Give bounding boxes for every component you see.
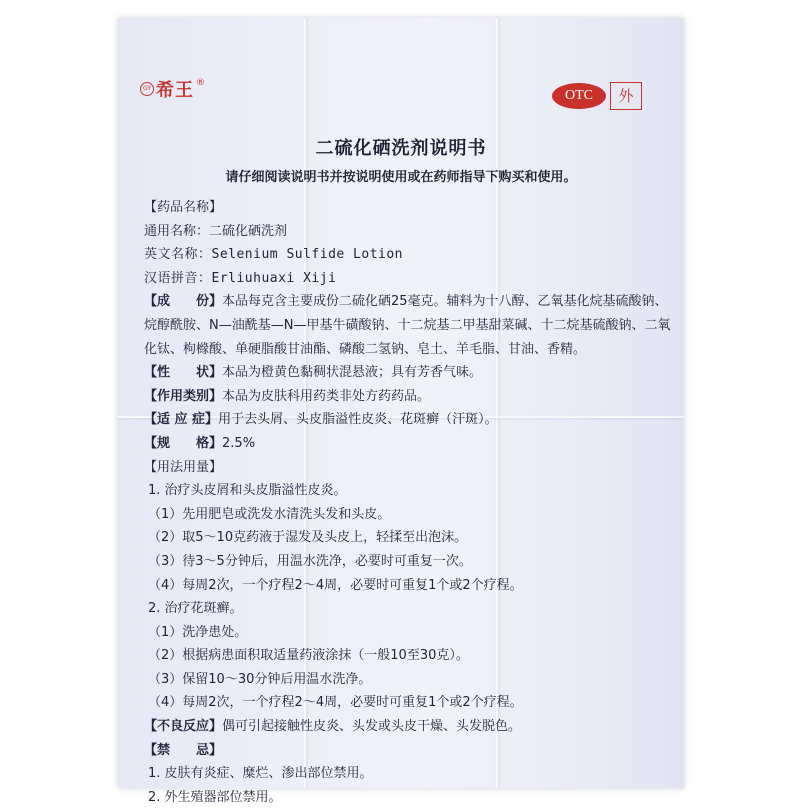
usage-line: （3）待3～5分钟后，用温水洗净，必要时可重复一次。 xyxy=(148,553,472,569)
section-header-name: 【药品名称】 xyxy=(144,200,223,215)
document-title: 二硫化硒洗剂说明书 xyxy=(315,138,487,159)
generic-name: 通用名称：二硫化硒洗剂 xyxy=(144,223,288,239)
section-header-contraindications: 【禁 忌】 xyxy=(144,742,223,758)
leaflet-body xyxy=(144,196,672,809)
properties-text: 本品为橙黄色黏稠状混悬液；具有芳香气味。 xyxy=(222,365,483,381)
usage-line: （1）先用肥皂或洗发水清洗头发和头皮。 xyxy=(148,506,391,522)
composition-label: 【成 份】 xyxy=(144,294,223,310)
composition-text: 本品每克含主要成份二硫化硒25毫克。辅料为十八醇、乙氧基化烷基硫酸钠、烷醇酰胺、N—油酰基—N—甲基牛磺酸钠、十二烷基二甲基甜菜碱、十二烷基硫酸钠、二氧化钛、枸橼酸、单硬脂酸甘油酯、磷酸二氢钠、皂土、羊毛脂、甘油、香精。 xyxy=(144,294,671,357)
spec-section xyxy=(144,432,672,456)
usage-line: （3）保留10～30分钟后用温水洗净。 xyxy=(148,671,372,687)
category-section xyxy=(144,385,672,409)
contraindication-line: 2. 外生殖器部位禁用。 xyxy=(148,789,282,805)
usage-line: （4）每周2次，一个疗程2～4周，必要时可重复1个或2个疗程。 xyxy=(148,577,523,593)
usage-line: （2）根据病患面积取适量药液涂抹（一般10至30克）。 xyxy=(148,648,469,664)
document-subtitle: 请仔细阅读说明书并按说明使用或在药师指导下购买和使用。 xyxy=(225,170,577,185)
category-text: 本品为皮肤科用药类非处方药药品。 xyxy=(222,388,431,404)
usage-line: （2）取5～10克药液于湿发及头皮上，轻揉至出泡沫。 xyxy=(148,530,468,546)
usage-line: （1）洗净患处。 xyxy=(148,624,248,640)
indication-text: 用于去头屑、头皮脂溢性皮炎、花斑癣（汗斑）。 xyxy=(218,412,498,428)
pinyin-name: 汉语拼音：Erliuhuaxi Xiji xyxy=(144,270,337,286)
category-label: 【作用类别】 xyxy=(144,388,223,404)
composition-section xyxy=(144,290,672,361)
properties-section xyxy=(144,361,672,385)
otc-badge: OTC xyxy=(552,83,606,109)
adverse-text: 偶可引起接触性皮炎、头发或头皮干燥、头发脱色。 xyxy=(222,719,522,735)
indication-section xyxy=(144,408,672,432)
external-use-badge: 外 xyxy=(610,82,642,110)
adverse-section xyxy=(144,715,672,739)
registered-mark: ® xyxy=(196,78,205,88)
section-header-usage: 【用法用量】 xyxy=(144,459,223,475)
spec-text: 2.5% xyxy=(222,435,256,451)
spec-label: 【规 格】 xyxy=(144,435,223,451)
contraindication-line: 1. 皮肤有炎症、糜烂、渗出部位禁用。 xyxy=(148,766,373,782)
brand-logo xyxy=(140,76,205,102)
usage-line: 1. 治疗头皮屑和头皮脂溢性皮炎。 xyxy=(148,483,347,499)
english-name: 英文名称：Selenium Sulfide Lotion xyxy=(144,247,404,263)
usage-line: （4）每周2次，一个疗程2～4周，必要时可重复1个或2个疗程。 xyxy=(148,695,523,711)
leaflet-paper xyxy=(118,18,684,805)
adverse-label: 【不良反应】 xyxy=(144,719,223,735)
indication-label: 【适 应 症】 xyxy=(144,412,219,428)
properties-label: 【性 状】 xyxy=(144,365,223,381)
logo-text: 希王 xyxy=(156,80,194,101)
usage-line: 2. 治疗花斑癣。 xyxy=(148,601,243,617)
badge-group xyxy=(552,82,642,110)
logo-mark: GY xyxy=(140,82,154,96)
